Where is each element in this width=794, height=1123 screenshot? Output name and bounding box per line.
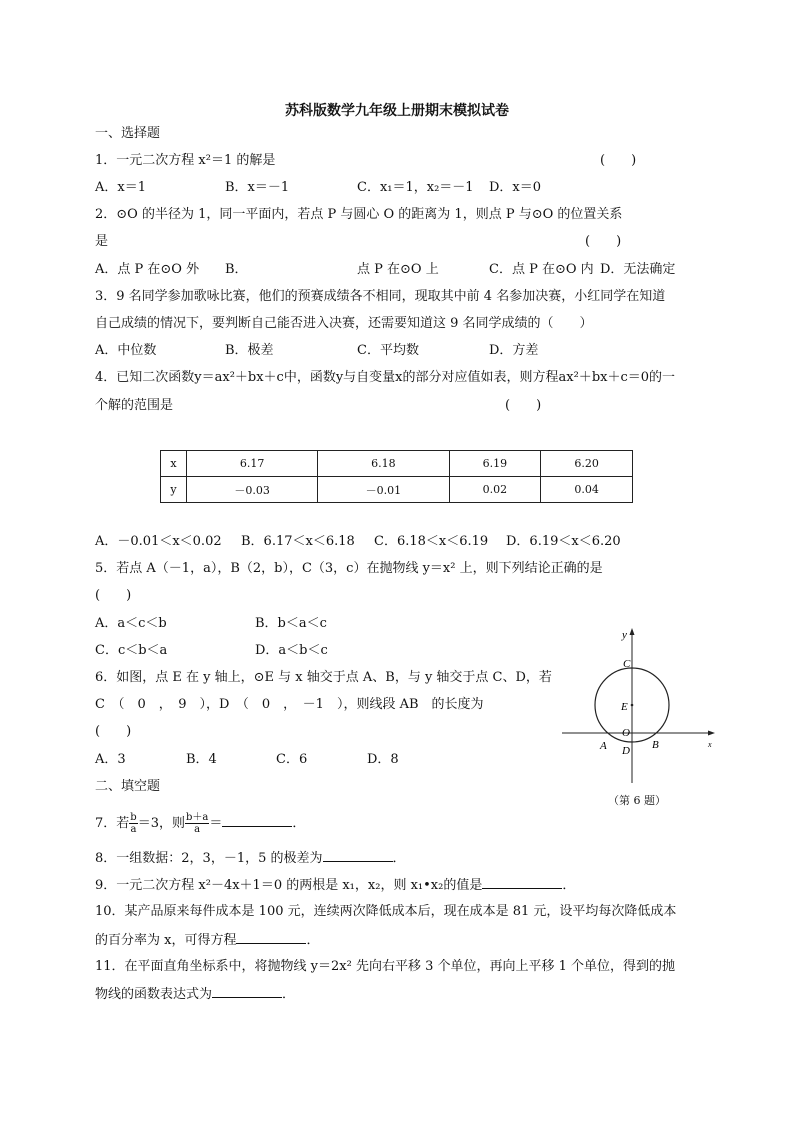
q9-end: ． [562,878,576,893]
fraction [129,812,137,835]
option-b-text: 点 P 在⊙O 上 [357,262,439,277]
table-cell: 6.20 [541,451,633,477]
q9-text: 9．一元二次方程 x²－4x＋1＝0 的两根是 x₁，x₂，则 x₁•x₂的值是 [95,878,483,893]
question-3-cont: 自己成绩的情况下，要判断自己能否进入决赛，还需要知道这 9 名同学成绩的（ ） [95,316,593,331]
answer-blank[interactable] [222,815,292,827]
option-b: B．极差 [225,343,274,358]
question-3: 3．9 名同学参加歌咏比赛，他们的预赛成绩各不相同，现取其中前 4 名参加决赛，小红同学在知道 [95,289,666,304]
table-cell: 6.18 [318,451,449,477]
question-10: 10．某产品原来每件成本是 100 元，连续两次降低成本后，现在成本是 81 元，设平均每次降低成本 [95,904,677,919]
y-axis-arrow [630,628,635,635]
table-cell: 0.04 [541,477,633,503]
label-c: C [623,658,631,670]
option-c: C．平均数 [357,343,419,358]
question-4-cont: 个解的范围是 [95,398,174,413]
question-9 [95,877,575,894]
q10-end: ． [306,933,320,948]
option-d: D．6.19＜x＜6.20 [506,534,621,549]
answer-blank[interactable] [236,932,306,944]
question-6-cont: C （ 0 ， 9 ），D （ 0 ， －1 ），则线段 AB 的长度为 [95,697,484,712]
table-cell: 6.17 [186,451,317,477]
x-axis-arrow [708,731,715,736]
option-c: C．x₁＝1，x₂＝－1 [357,180,474,195]
answer-paren: ( ) [600,153,637,168]
option-d: D．8 [367,752,399,767]
q7-equals: ＝ [209,816,223,831]
answer-paren: ( ) [505,398,542,413]
label-o: O [622,727,630,739]
question-5: 5．若点 A（－1，a），B（2，b），C（3，c）在抛物线 y＝x² 上，则下列结论正确的是 [95,561,603,576]
center-point [631,704,634,707]
answer-blank[interactable] [323,850,393,862]
q11-text: 物线的函数表达式为 [95,987,213,1002]
option-d: D．无法确定 [600,262,676,277]
fraction-numerator: b [130,812,137,823]
table-cell: －0.01 [318,477,449,503]
question-6: 6．如图，点 E 在 y 轴上，⊙E 与 x 轴交于点 A、B，与 y 轴交于点 C、D，若 [95,670,552,685]
table-cell: y [161,477,187,503]
section-heading-choice: 一、选择题 [95,126,161,141]
option-c: C．c＜b＜a [95,643,168,658]
label-b: B [652,739,659,751]
option-b: B．x＝－1 [225,180,290,195]
table-cell: x [161,451,187,477]
fraction-denominator: a [194,824,201,835]
answer-paren: ( ) [585,234,622,249]
option-a: A．3 [95,752,126,767]
q7-middle: ＝3，则 [137,816,185,831]
option-b: B．6.17＜x＜6.18 [241,534,355,549]
label-e: E [621,701,628,713]
page-title: 苏科版数学九年级上册期末模拟试卷 [285,103,509,119]
answer-paren: ( ) [95,588,132,603]
table-cell: 6.19 [449,451,541,477]
option-d: D．x＝0 [489,180,542,195]
q11-end: ． [282,987,296,1002]
table-row [161,451,633,477]
question-8 [95,850,406,867]
circle-figure [560,625,720,785]
table-row [161,477,633,503]
fraction-numerator: b＋a [185,812,209,823]
fraction [185,812,209,835]
answer-blank[interactable] [212,986,282,998]
label-d: D [622,745,630,757]
option-a: A．点 P 在⊙O 外 [95,262,200,277]
label-x: x [708,740,712,749]
option-a: A．中位数 [95,343,157,358]
answer-paren: ( ) [95,724,132,739]
option-a: A．x＝1 [95,180,146,195]
option-b: B．4 [186,752,217,767]
question-10-cont [95,932,319,949]
question-11: 11．在平面直角坐标系中，将抛物线 y＝2x² 先向右平移 3 个单位，再向上平移 1 个单位，得到的抛 [95,959,676,974]
question-2-cont: 是 [95,234,109,249]
question-4: 4．已知二次函数y＝ax²＋bx＋c中，函数y与自变量x的部分对应值如表，则方程ax²＋bx＋c＝0的一 [95,370,676,385]
label-y: y [622,629,627,641]
value-table [160,450,633,503]
q8-text: 8．一组数据：2，3，－1，5 的极差为 [95,851,323,866]
option-d: D．a＜b＜c [255,643,328,658]
q8-end: ． [392,851,406,866]
option-a: A．－0.01＜x＜0.02 [95,534,222,549]
q10-text: 的百分率为 x，可得方程 [95,933,237,948]
table-cell: 0.02 [449,477,541,503]
section-heading-fill: 二、填空题 [95,779,161,794]
question-7 [95,812,305,835]
q7-prefix: 7．若 [95,816,130,831]
fraction-denominator: a [130,824,137,835]
option-c: C．点 P 在⊙O 内 [489,262,594,277]
option-d: D．方差 [489,343,539,358]
question-2: 2．⊙O 的半径为 1，同一平面内，若点 P 与圆心 O 的距离为 1，则点 P 与⊙O 的位置关系 [95,207,623,222]
question-1: 1．一元二次方程 x²＝1 的解是 [95,153,276,168]
option-a: A．a＜c＜b [95,616,167,631]
option-c: C．6.18＜x＜6.19 [374,534,489,549]
answer-blank[interactable] [482,877,562,889]
question-11-cont [95,986,295,1003]
table-cell: －0.03 [186,477,317,503]
label-a: A [600,740,607,752]
figure-caption: （第 6 题） [608,794,666,807]
option-c: C．6 [276,752,308,767]
option-b: B．b＜a＜c [255,616,327,631]
q7-end: ． [292,816,306,831]
option-b: B． [225,262,248,277]
